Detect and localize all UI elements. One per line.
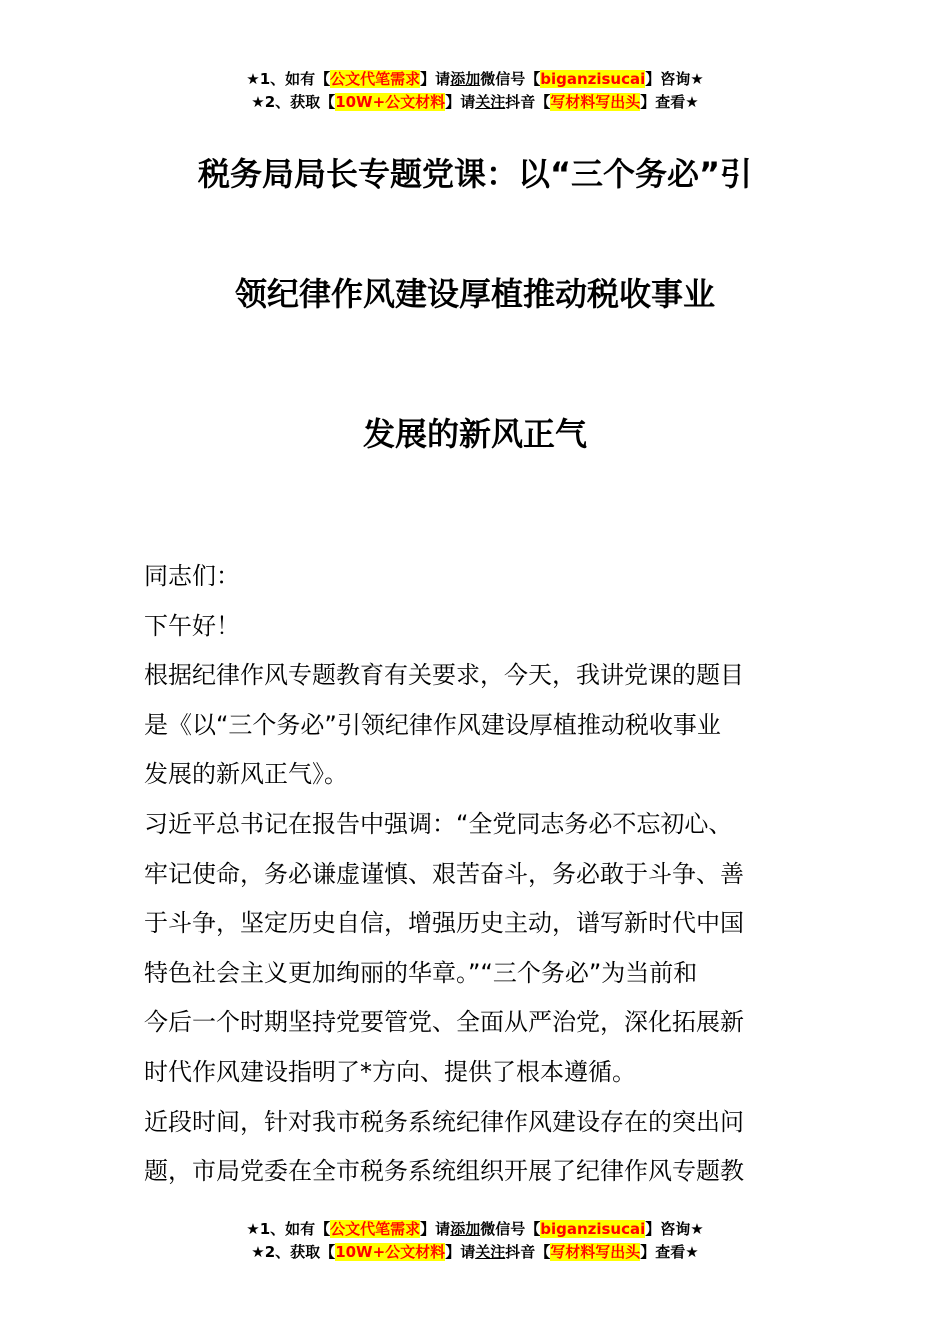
banner-text: 】请: [420, 70, 451, 88]
text-line: 发展的新风正气》。: [144, 760, 348, 789]
banner-highlight: 写材料写出头: [550, 93, 641, 111]
text-line: 下午好！: [144, 611, 240, 640]
banner-highlight: 10W+公文材料: [335, 1243, 446, 1261]
paragraph-intro: [144, 651, 810, 800]
banner-highlight: 10W+公文材料: [335, 93, 446, 111]
banner-highlight: 公文代笔需求: [330, 70, 421, 88]
banner-text: 抖音【: [505, 1243, 551, 1261]
banner-highlight: biganzisucai: [540, 70, 646, 88]
document-body: [144, 552, 810, 1197]
document-title-line-3: 发展的新风正气: [362, 415, 587, 453]
banner-text: 抖音【: [505, 93, 551, 111]
banner-highlight: 公文代笔需求: [330, 1220, 421, 1238]
banner-highlight: biganzisucai: [540, 1220, 646, 1238]
paragraph-salutation: [144, 552, 810, 602]
text-line: 同志们：: [144, 562, 240, 590]
banner-line-2: [0, 1241, 950, 1264]
text-line: 是《以“三个务必”引领纪律作风建设厚植推动税收事业: [144, 710, 721, 739]
text-line: 题，市局党委在全市税务系统组织开展了纪律作风专题教: [144, 1157, 744, 1186]
text-line: 根据纪律作风专题教育有关要求，今天，我讲党课的题目: [144, 661, 744, 690]
banner-highlight: 写材料写出头: [550, 1243, 641, 1261]
banner-line-2: [0, 91, 950, 114]
banner-underlined-text: 关注: [475, 93, 506, 111]
banner-underlined-text: 添加: [450, 1220, 481, 1238]
paragraph-quote: [144, 800, 810, 1098]
banner-text: 】请: [420, 1220, 451, 1238]
footer-banner: [0, 1218, 950, 1264]
banner-underlined-text: 关注: [475, 1243, 506, 1261]
paragraph-greeting: [144, 602, 810, 652]
document-title-line-1: 税务局局长专题党课：以“三个务必”引: [197, 155, 753, 193]
banner-text: 微信号【: [480, 70, 541, 88]
banner-text: ★2、获取【: [251, 1243, 336, 1261]
banner-line-1: [0, 1218, 950, 1241]
header-banner: [0, 68, 950, 114]
text-line: 近段时间，针对我市税务系统纪律作风建设存在的突出问: [144, 1107, 744, 1136]
banner-text: 】请: [445, 1243, 476, 1261]
banner-text: ★1、如有【: [246, 70, 331, 88]
banner-text: ★1、如有【: [246, 1220, 331, 1238]
banner-text: 】咨询★: [645, 70, 704, 88]
banner-text: 】咨询★: [645, 1220, 704, 1238]
text-line: 特色社会主义更加绚丽的华章。”“三个务必”为当前和: [144, 958, 698, 987]
banner-text: 微信号【: [480, 1220, 541, 1238]
text-line: 今后一个时期坚持党要管党、全面从严治党，深化拓展新: [144, 1008, 744, 1037]
banner-line-1: [0, 68, 950, 91]
banner-text: ★2、获取【: [251, 93, 336, 111]
banner-text: 】查看★: [640, 1243, 699, 1261]
paragraph-recent: [144, 1098, 810, 1197]
text-line: 时代作风建设指明了*方向、提供了根本遵循。: [144, 1057, 636, 1086]
document-title-line-2: 领纪律作风建设厚植推动税收事业: [234, 275, 715, 313]
text-line: 牢记使命，务必谦虚谨慎、艰苦奋斗，务必敢于斗争、善: [144, 859, 744, 888]
text-line: 于斗争，坚定历史自信，增强历史主动，谱写新时代中国: [144, 909, 744, 938]
banner-underlined-text: 添加: [450, 70, 481, 88]
banner-text: 】请: [445, 93, 476, 111]
text-line: 习近平总书记在报告中强调：“全党同志务必不忘初心、: [144, 809, 733, 838]
banner-text: 】查看★: [640, 93, 699, 111]
